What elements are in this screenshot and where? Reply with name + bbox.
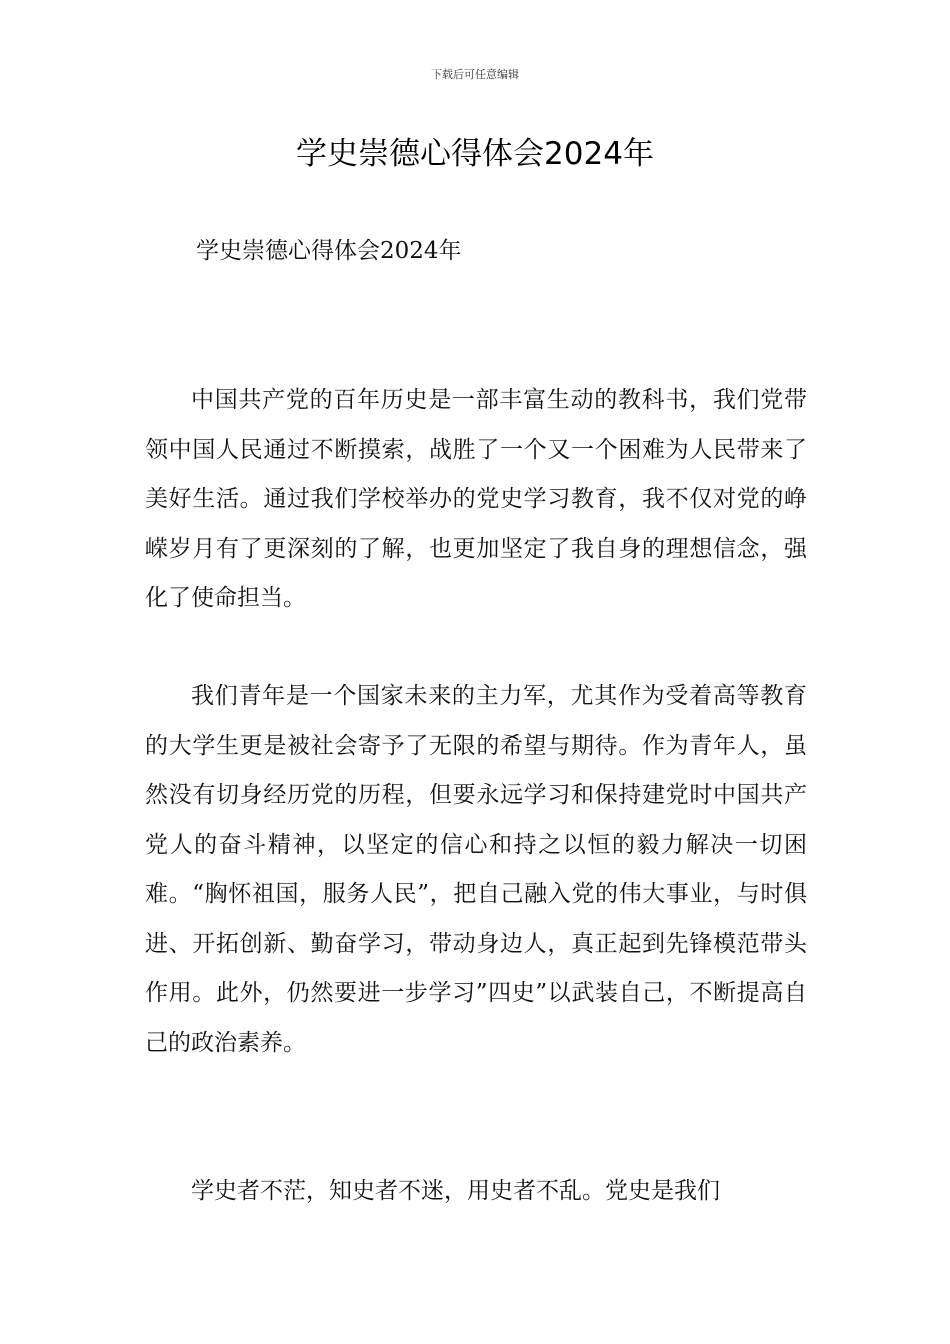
- paragraph-3: 学史者不茫，知史者不迷，用史者不乱。党史是我们: [191, 1178, 720, 1204]
- paragraph-2: 我们青年是一个国家未来的主力军，尤其作为受着高等教育的大学生更是被社会寄予了无限的希望与期待。作为青年人，虽然没有切身经历党的历程，但要永远学习和保持建党时中国共产党人的奋斗精神，以坚定的信心和持之以恒的毅力解决一切困难。“胸怀祖国，服务人民”，把自己融入党的伟大事业，与时俱进、开拓创新、勤奋学习，带动身边人，真正起到先锋模范带头作用。此外，仍然要进一步学习”四史”以武装自己，不断提高自己的政治素养。: [145, 683, 807, 1056]
- document-subtitle: 学史崇德心得体会2024年: [196, 238, 462, 264]
- document-title: 学史崇德心得体会2024年: [296, 136, 654, 172]
- header-note: 下载后可任意编辑: [431, 68, 519, 81]
- paragraph-1: 中国共产党的百年历史是一部丰富生动的教科书，我们党带领中国人民通过不断摸索，战胜了一个又一个困难为人民带来了美好生活。通过我们学校举办的党史学习教育，我不仅对党的峥嵘岁月有了更深刻的了解，也更加坚定了我自身的理想信念，强化了使命担当。: [145, 387, 807, 611]
